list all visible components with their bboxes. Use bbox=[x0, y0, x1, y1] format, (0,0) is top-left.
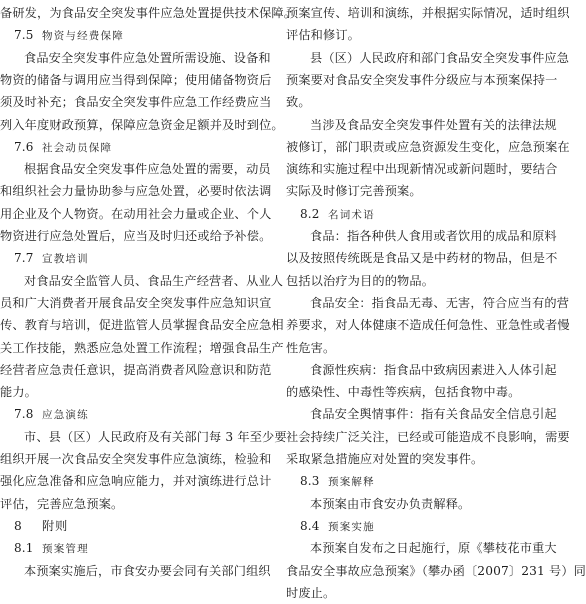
text-line: 食源性疾病：指食品中致病因素进入人体引起 bbox=[310, 362, 557, 377]
section-number: 8 bbox=[14, 518, 22, 533]
text-line: 食品安全舆情事件：指有关食品安全信息引起 bbox=[310, 407, 557, 422]
text-line: 的感染性、中毒性等疾病，包括食物中毒。 bbox=[286, 385, 521, 400]
text-line: 组织开展一次食品安全突发事件应急演练，检验和 bbox=[0, 452, 272, 466]
section-number: 7.6 bbox=[14, 139, 34, 154]
text-line: 采取紧急措施应对处置的突发事件。 bbox=[286, 452, 484, 466]
section-heading bbox=[286, 203, 548, 225]
section-number: 8.1 bbox=[14, 541, 34, 556]
section-heading bbox=[0, 136, 268, 158]
section-title: 附则 bbox=[42, 518, 69, 533]
text-line: 以及按照传统既是食品又是中药材的物品，但是不 bbox=[286, 251, 558, 266]
text-line: 致。 bbox=[286, 95, 311, 110]
text-line: 本预案自发布之日起施行，原《攀枝花市重大 bbox=[310, 541, 557, 556]
section-heading bbox=[0, 24, 268, 46]
text-line: 市、县（区）人民政府及有关部门每 3 年至少要 bbox=[24, 429, 287, 444]
text-line: 物资进行应急处置后，应当及时归还或给予补偿。 bbox=[0, 229, 272, 243]
section-title: 应急演练 bbox=[42, 409, 89, 422]
section-number: 8.4 bbox=[300, 518, 320, 533]
text-line: 当涉及食品安全突发事件处置有关的法律法规 bbox=[310, 117, 557, 132]
section-heading bbox=[286, 470, 548, 492]
text-line: 员和广大消费者开展食品安全突发事件应急知识宣 bbox=[0, 295, 272, 310]
text-line: 用企业及个人物资。在动用社会力量或企业、个人 bbox=[0, 206, 272, 221]
text-line: 时废止。 bbox=[286, 585, 336, 600]
text-line: 关工作技能，熟悉应急处置工作流程；增强食品生产 bbox=[0, 340, 284, 355]
section-heading bbox=[0, 537, 268, 559]
text-line: 性危害。 bbox=[286, 340, 336, 355]
text-line: 养要求，对人体健康不造成任何急性、亚急性或者慢 bbox=[286, 318, 570, 333]
text-line: 物资的储备与调用应当得到保障；使用储备物资后 bbox=[0, 72, 272, 87]
section-title: 预案实施 bbox=[328, 520, 375, 533]
text-line: 被修订，部门职责或应急资源发生变化，应急预案在 bbox=[286, 139, 570, 154]
section-title: 宣教培训 bbox=[42, 253, 89, 266]
text-line: 评估，完善应急预案。 bbox=[0, 496, 124, 511]
text-line: 食品：指各种供人食用或者饮用的成品和原料 bbox=[310, 229, 557, 243]
text-line: 对食品安全监管人员、食品生产经营者、从业人 bbox=[24, 273, 284, 288]
text-line: 本预案由市食安办负责解释。 bbox=[310, 496, 471, 511]
text-line: 能力。 bbox=[0, 385, 38, 400]
text-line: 经营者应急责任意识，提高消费者风险意识和防范 bbox=[0, 362, 272, 377]
text-line: 备研发，为食品安全突发事件应急处置提供技术保障。 bbox=[0, 6, 297, 20]
text-line: 强化应急准备和应急响应能力，并对演练进行总计 bbox=[0, 474, 272, 489]
text-line: 实际及时修订完善预案。 bbox=[286, 184, 422, 199]
text-line: 食品安全：指食品无毒、无害，符合应当有的营 bbox=[310, 295, 570, 310]
section-heading bbox=[0, 403, 268, 425]
section-title: 社会动员保障 bbox=[42, 141, 113, 154]
text-line: 须及时补充；食品安全突发事件应急工作经费应当 bbox=[0, 95, 272, 110]
section-title: 预案解释 bbox=[328, 476, 375, 489]
section-title: 物资与经费保障 bbox=[42, 30, 124, 43]
text-line: 评估和修订。 bbox=[286, 28, 361, 43]
text-line: 演练和实施过程中出现新情况或新问题时，要结合 bbox=[286, 162, 558, 177]
text-line: 食品安全突发事件应急处置所需设施、设备和 bbox=[24, 50, 271, 65]
section-heading bbox=[0, 515, 268, 537]
section-number: 7.7 bbox=[14, 251, 34, 266]
text-line: 预案要对食品安全突发事件分级应与本预案保持一 bbox=[286, 72, 558, 87]
text-line: 预案宣传、培训和演练，并根据实际情况，适时组织 bbox=[286, 6, 570, 20]
text-line: 包括以治疗为目的的物品。 bbox=[286, 273, 435, 288]
text-line: 根据食品安全突发事件应急处置的需要，动员 bbox=[24, 162, 271, 177]
text-line: 列入年度财政预算，保障应急资金足额并及时到位。 bbox=[0, 117, 284, 132]
section-title: 预案管理 bbox=[42, 543, 89, 556]
section-number: 7.5 bbox=[14, 28, 34, 43]
section-number: 8.3 bbox=[300, 474, 320, 489]
text-line: 传、教育与培训，促进监管人员掌握食品安全应急相 bbox=[0, 318, 284, 333]
section-title: 名词术语 bbox=[328, 208, 375, 221]
text-line: 社会持续广泛关注，已经或可能造成不良影响，需要 bbox=[286, 429, 570, 444]
section-heading bbox=[286, 515, 548, 537]
text-line: 县（区）人民政府和部门食品安全突发事件应急 bbox=[310, 50, 570, 65]
text-line: 和组织社会力量协助参与应急处置，必要时依法调 bbox=[0, 184, 272, 199]
text-line: 本预案实施后，市食安办要会同有关部门组织 bbox=[24, 563, 271, 578]
section-number: 7.8 bbox=[14, 407, 34, 422]
section-heading bbox=[0, 247, 268, 269]
text-line: 食品安全事故应急预案》（攀办函〔2007〕231 号）同 bbox=[286, 563, 586, 578]
section-number: 8.2 bbox=[300, 206, 320, 221]
